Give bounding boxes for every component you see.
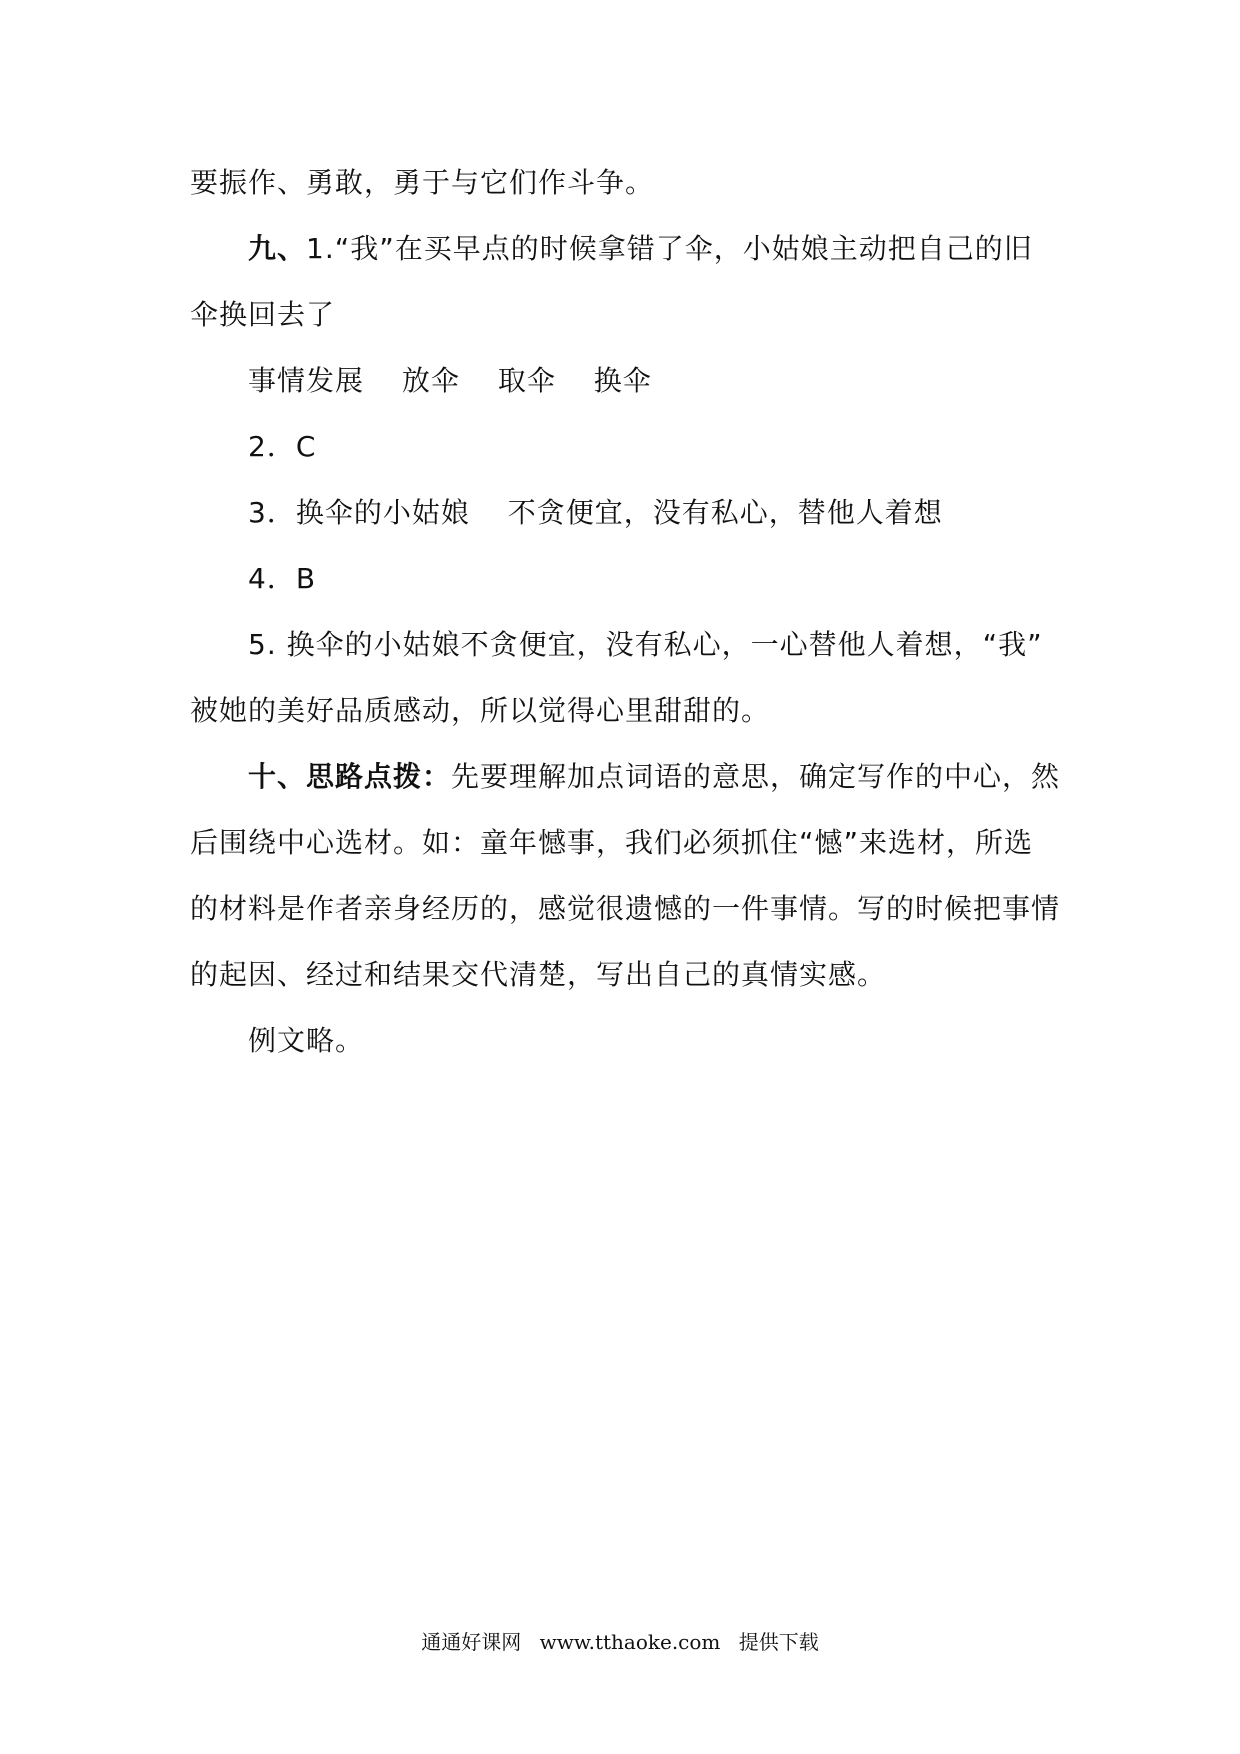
text-line: 后围绕中心选材。如：童年憾事，我们必须抓住“憾”来选材，所选 (190, 826, 1034, 859)
text-line: 的材料是作者亲身经历的，感觉很遗憾的一件事情。写的时候把事情 (190, 892, 1061, 925)
footer-note: 提供下载 (738, 1630, 819, 1654)
text-line: 被她的美好品质感动，所以觉得心里甜甜的。 (190, 694, 771, 727)
sequence-step: 放伞 (401, 364, 460, 397)
text-line-sequence (190, 348, 1070, 414)
text-line-answer-5: 5. 换伞的小姑娘不贪便宜，没有私心，一心替他人着想，“我” (248, 628, 1043, 661)
answer-subject: 3．换伞的小姑娘 (248, 496, 470, 529)
section-label: 九、 (248, 232, 307, 265)
text-line-section-nine (190, 216, 1070, 282)
text-line-example-omitted: 例文略。 (248, 1024, 365, 1057)
text-line-answer-2: 2．C (248, 430, 317, 463)
page-footer (0, 1626, 1240, 1655)
section-label: 十、思路点拨： (248, 760, 452, 793)
text-line: 的起因、经过和结果交代清楚，写出自己的真情实感。 (190, 958, 887, 991)
section-text: 1.“我”在买早点的时候拿错了伞，小姑娘主动把自己的旧 (306, 232, 1033, 265)
footer-site-name: 通通好课网 (421, 1630, 522, 1654)
footer-url: www.tthaoke.com (539, 1630, 721, 1654)
sequence-step: 取伞 (497, 364, 556, 397)
answer-traits: 不贪便宜，没有私心，替他人着想 (507, 496, 943, 529)
text-line-answer-3 (190, 480, 1070, 546)
answer-text-block (190, 150, 1070, 1074)
text-line-answer-4: 4．B (248, 562, 317, 595)
text-line-section-ten (190, 744, 1070, 810)
text-line: 要振作、勇敢，勇于与它们作斗争。 (190, 166, 655, 199)
text-line: 伞换回去了 (190, 298, 336, 331)
sequence-step: 换伞 (593, 364, 652, 397)
sequence-heading: 事情发展 (248, 364, 365, 397)
section-text: 先要理解加点词语的意思，确定写作的中心，然 (451, 760, 1061, 793)
